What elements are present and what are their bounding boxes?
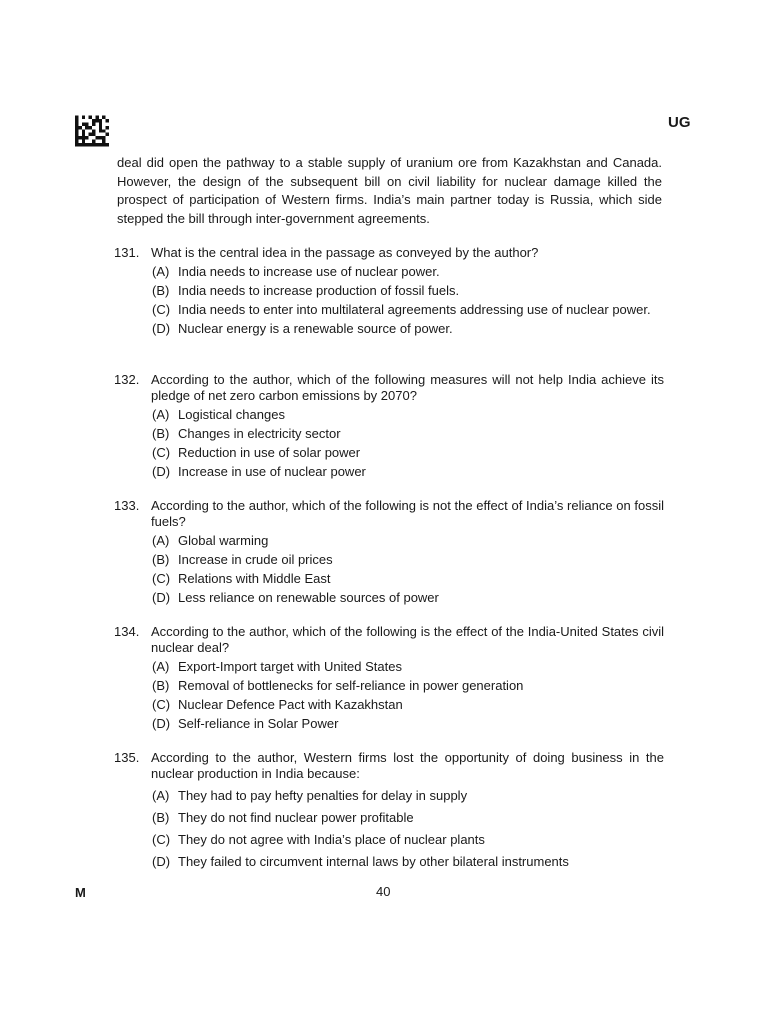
page-number: 40: [376, 884, 391, 899]
question-132: [114, 372, 664, 480]
option-d: (D) Increase in use of nuclear power: [152, 464, 366, 479]
option-b: (B) Changes in electricity sector: [152, 426, 341, 441]
option-b: (B) They do not find nuclear power profitable: [152, 810, 414, 825]
qr-code-icon: [75, 115, 109, 147]
option-d: (D) Nuclear energy is a renewable source of power.: [152, 321, 453, 336]
question-stem: According to the author, which of the following is the effect of the India-United States civil nuclear deal?: [151, 624, 664, 655]
option-a: (A) Export-Import target with United States: [152, 659, 402, 674]
option-a: (A) Logistical changes: [152, 407, 285, 422]
question-133: [114, 498, 664, 606]
question-stem: According to the author, which of the following measures will not help India achieve its pledge of net zero carbon emissions by 2070?: [151, 372, 664, 403]
option-b: (B) India needs to increase production of fossil fuels.: [152, 283, 460, 298]
option-d: (D) Less reliance on renewable sources of power: [152, 590, 439, 605]
option-c: (C) Reduction in use of solar power: [152, 445, 361, 460]
option-c: (C) India needs to enter into multilateral agreements addressing use of nuclear power.: [152, 302, 651, 317]
option-d: (D) Self-reliance in Solar Power: [152, 716, 339, 731]
question-135: [114, 750, 664, 870]
question-number: 135.: [114, 750, 140, 765]
question-number: 132.: [114, 372, 140, 387]
option-c: (C) They do not agree with India’s place of nuclear plants: [152, 832, 485, 847]
question-stem: What is the central idea in the passage as conveyed by the author?: [151, 245, 539, 260]
option-b: (B) Increase in crude oil prices: [152, 552, 333, 567]
question-134: [114, 624, 664, 732]
question-131: [114, 245, 664, 337]
option-c: (C) Relations with Middle East: [152, 571, 331, 586]
option-a: (A) Global warming: [152, 533, 269, 548]
question-stem: According to the author, which of the following is not the effect of India’s reliance on fossil fuels?: [151, 498, 664, 529]
question-number: 134.: [114, 624, 140, 639]
question-number: 131.: [114, 245, 140, 260]
option-a: (A) India needs to increase use of nuclear power.: [152, 264, 440, 279]
option-c: (C) Nuclear Defence Pact with Kazakhstan: [152, 697, 403, 712]
option-b: (B) Removal of bottlenecks for self-reliance in power generation: [152, 678, 524, 693]
option-a: (A) They had to pay hefty penalties for delay in supply: [152, 788, 468, 803]
question-number: 133.: [114, 498, 140, 513]
option-d: (D) They failed to circumvent internal laws by other bilateral instruments: [152, 854, 569, 869]
set-code: M: [75, 885, 86, 900]
exam-code: UG: [668, 114, 691, 131]
question-stem: According to the author, Western firms lost the opportunity of doing business in the nuclear production in India because:: [151, 750, 664, 781]
passage-text: deal did open the pathway to a stable supply of uranium ore from Kazakhstan and Canada. However, the design of the subsequent bill on civil liability for nuclear damage killed the prospect of participation of Western firms. India’s main partner today is Russia, which side stepped the bill through inter-government agreements.: [117, 155, 662, 226]
